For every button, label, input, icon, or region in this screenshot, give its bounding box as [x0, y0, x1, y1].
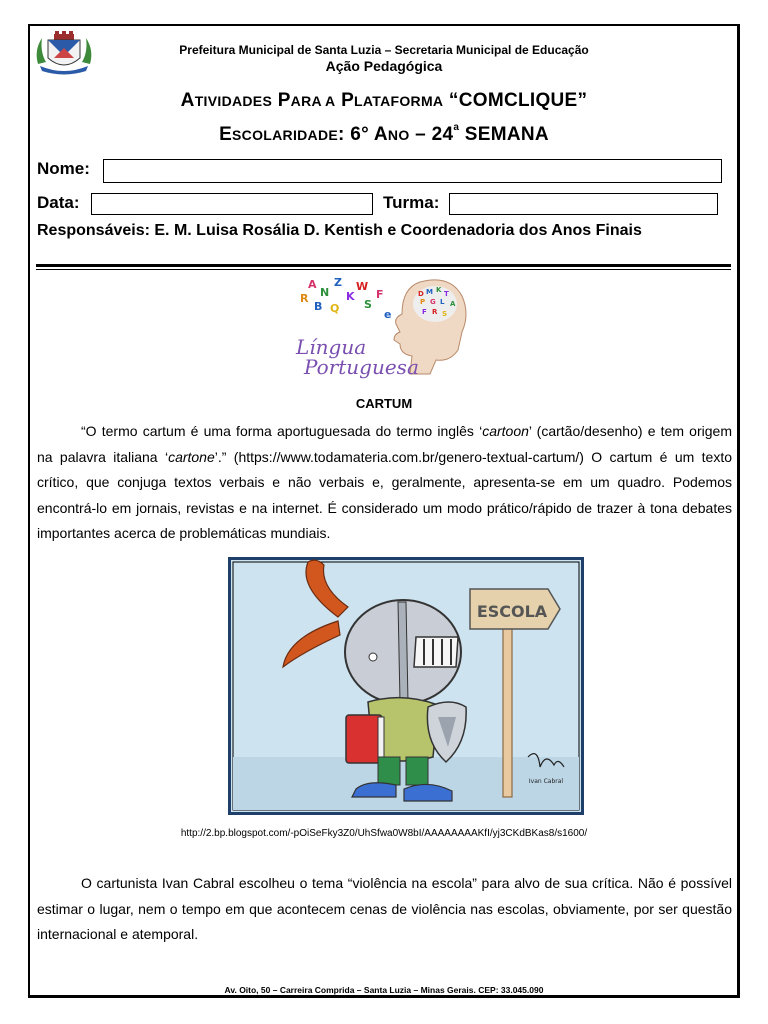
svg-text:S: S: [364, 298, 372, 311]
svg-text:L: L: [440, 298, 445, 306]
svg-text:S: S: [442, 310, 448, 318]
svg-text:N: N: [320, 286, 330, 299]
name-field[interactable]: [103, 159, 722, 183]
svg-text:K: K: [346, 290, 355, 303]
knight-student-cartoon: [228, 557, 584, 815]
intro-paragraph: “O termo cartum é uma forma aportuguesada do termo inglês ‘cartoon’ (cartão/desenho) e tem origem na palavra italiana ‘cartone’.” (https://www.todamateria.com.br/genero-textual-cartum/) O cartum é um texto crítico, que conjuga textos verbais e não verbais e, geralmente, apresenta-se em um quadro. Podemos encontrá-lo em jornais, revistas e na internet. É considerado um modo prático/rápido de trazer à tona debates importantes acerca de problemáticas mundiais.: [37, 423, 732, 541]
svg-text:A: A: [450, 300, 456, 308]
analysis-paragraph: O cartunista Ivan Cabral escolheu o tema “violência na escola” para alvo de sua crítica. Não é possível estimar o lugar, nem o tempo em que acontecem cenas de violência nas escolas, obviamente, por ser questão internacional e atemporal.: [37, 875, 732, 942]
lingua-portuguesa-illustration: [290, 274, 476, 382]
acao-pedagogica-subheader: Ação Pedagógica: [325, 58, 443, 74]
footer-address: Av. Oito, 50 – Carreira Comprida – Santa Luzia – Minas Gerais. CEP: 33.045.090: [224, 985, 544, 995]
grade-week-title: ESCOLARIDADE: 6° ANO – 24$^a$ SEMANA: [219, 122, 549, 145]
cartoon-source-link[interactable]: http://2.bp.blogspot.com/-pOiSeFky3Z0/UhSfwa0W8bI/AAAAAAAAKfI/yj3CKdBKas8/s1600/: [180, 828, 588, 839]
svg-text:A: A: [308, 278, 317, 291]
date-field[interactable]: [91, 193, 373, 215]
svg-text:G: G: [430, 298, 436, 306]
svg-text:P: P: [420, 298, 426, 306]
svg-text:Z: Z: [334, 276, 342, 289]
escola-sign-text: ESCOLA: [476, 602, 548, 621]
activities-title: ATIVIDADES PARA A PLATAFORMA “COMCLIQUE”: [180, 90, 588, 111]
svg-text:Q: Q: [330, 302, 340, 315]
portuguesa-word: Portuguesa: [304, 355, 419, 379]
date-label: Data:: [37, 193, 80, 212]
responsaveis-line: Responsáveis: E. M. Luisa Rosália D. Kentish e Coordenadoria dos Anos Finais: [37, 222, 642, 239]
svg-text:D: D: [418, 290, 424, 298]
lingua-word: Língua: [296, 335, 367, 359]
svg-text:R: R: [300, 292, 309, 305]
svg-text:M: M: [426, 288, 433, 296]
svg-text:W: W: [356, 280, 369, 293]
svg-text:T: T: [444, 290, 449, 298]
svg-text:B: B: [314, 300, 323, 313]
header-divider: [36, 264, 731, 267]
prefeitura-header: Prefeitura Municipal de Santa Luzia – Secretaria Municipal de Educação: [179, 43, 589, 57]
svg-text:R: R: [432, 308, 438, 316]
header-divider-thin: [36, 269, 731, 270]
cartoonist-signature: Ivan Cabral: [528, 778, 564, 785]
class-field[interactable]: [449, 193, 718, 215]
class-label: Turma:: [383, 193, 440, 212]
svg-text:F: F: [376, 288, 384, 301]
svg-text:F: F: [422, 308, 427, 316]
name-label: Nome:: [37, 159, 90, 178]
section-title: CARTUM: [355, 396, 413, 411]
svg-text:e: e: [384, 308, 392, 321]
svg-text:K: K: [436, 286, 442, 294]
